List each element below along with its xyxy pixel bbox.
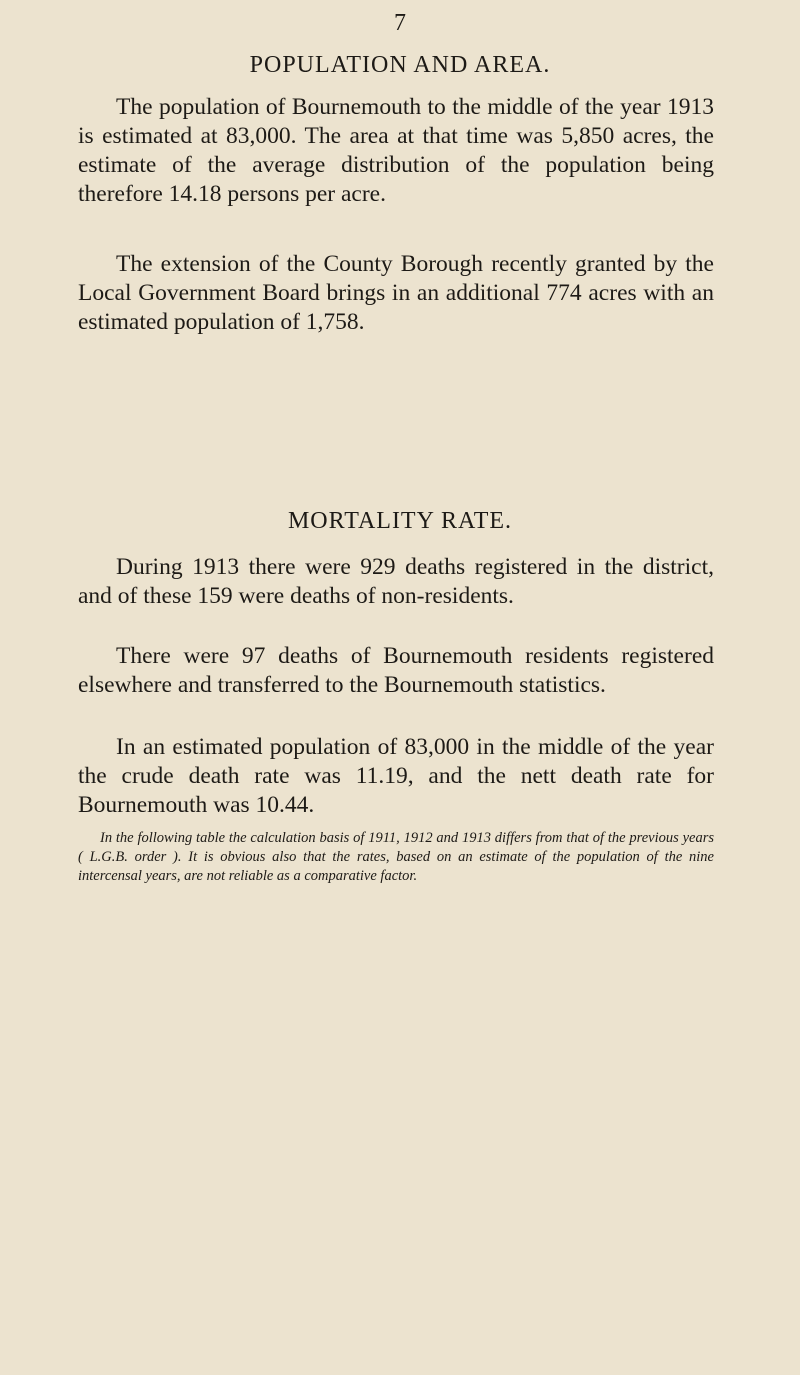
paragraph-extension: The extension of the County Borough recently granted by the Local Government Board brings in an additional 774 acres with an estimated population of 1,758.	[78, 251, 714, 335]
paragraph-deaths-registered: During 1913 there were 929 deaths registered in the district, and of these 159 were deaths of non-residents.	[78, 554, 714, 609]
section-heading-mortality: MORTALITY RATE.	[287, 508, 513, 534]
footnote: In the following table the calculation basis of 1911, 1912 and 1913 differs from that of the previous years ( L.G.B. order ). It is obvious also that the rates, based on an estimate of the population of the nine intercensal years, are not reliable as a comparative factor.	[78, 830, 714, 884]
page-number: 7	[394, 10, 406, 36]
section-heading-population: POPULATION AND AREA.	[249, 52, 551, 78]
paragraph-death-rate: In an estimated population of 83,000 in the middle of the year the crude death rate was 11.19, and the nett death rate for Bournemouth was 10.44.	[78, 734, 714, 818]
paragraph-population: The population of Bournemouth to the middle of the year 1913 is estimated at 83,000. The area at that time was 5,850 acres, the estimate of the average distribution of the population being therefore 14.18 persons per acre.	[78, 94, 714, 207]
paragraph-deaths-elsewhere: There were 97 deaths of Bournemouth residents registered elsewhere and transferred to the Bournemouth statistics.	[78, 643, 714, 698]
